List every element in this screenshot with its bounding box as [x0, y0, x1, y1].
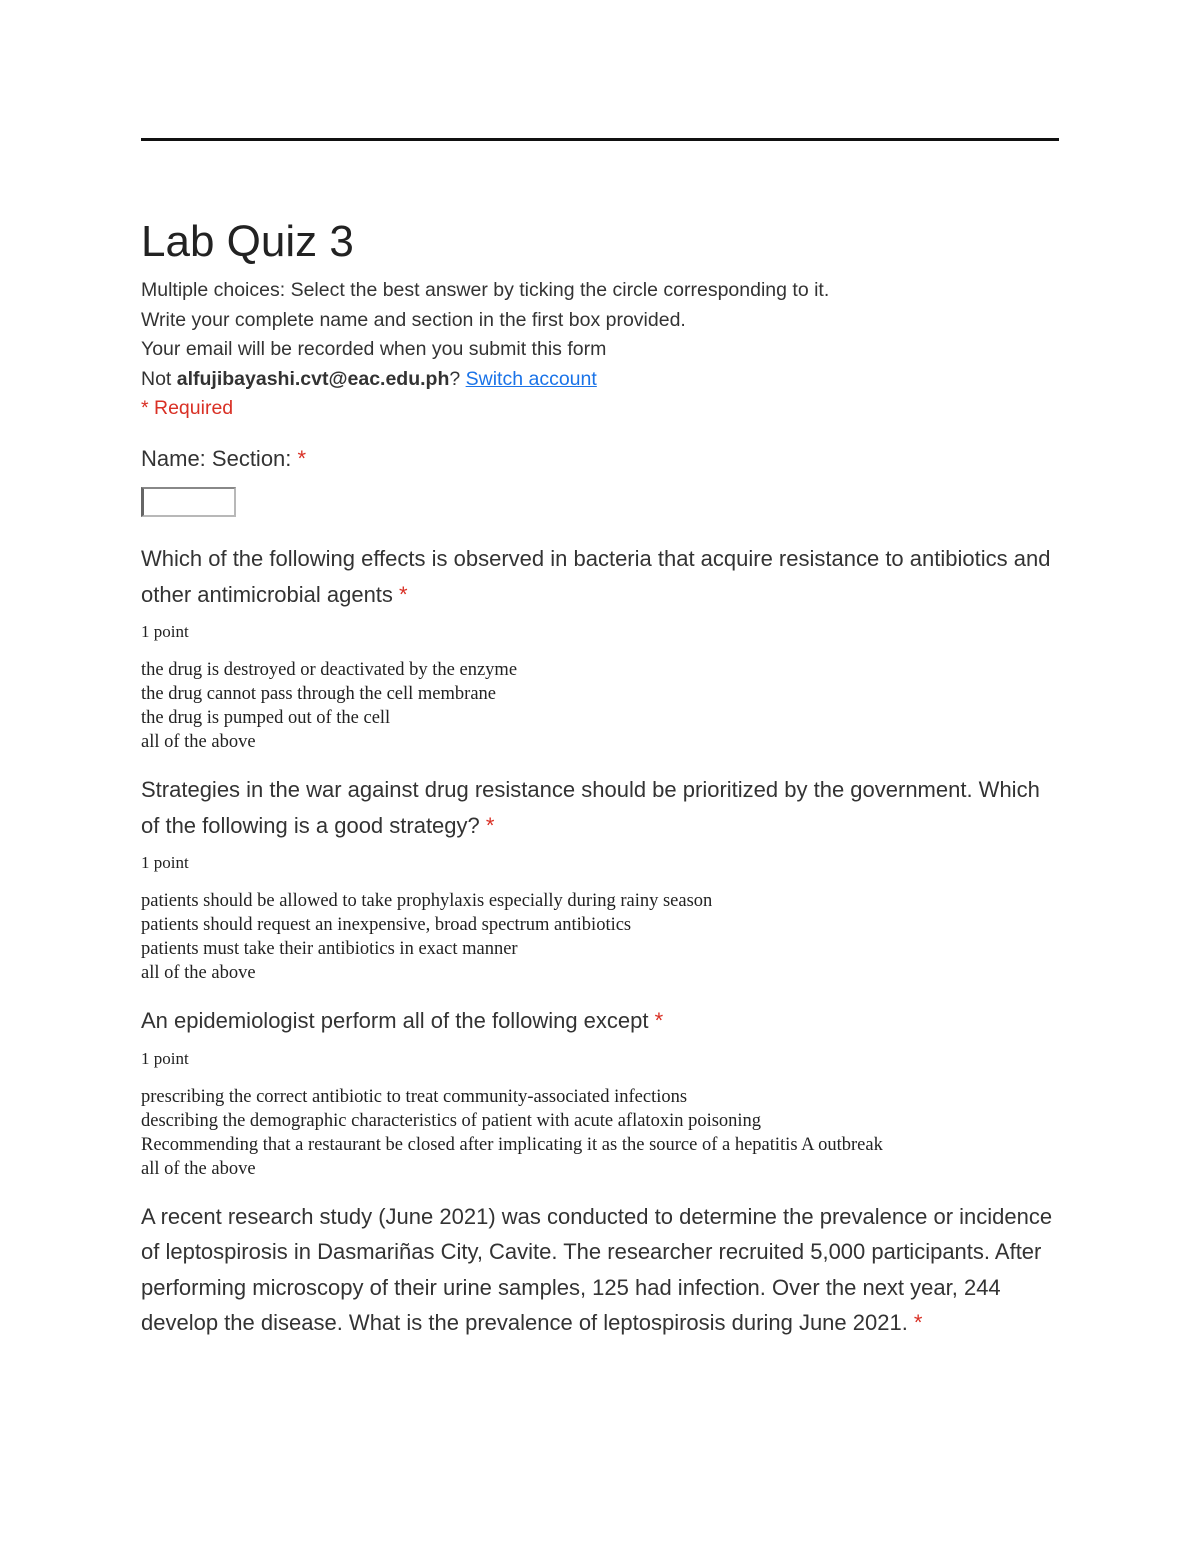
options-list	[141, 1085, 1059, 1181]
question-1	[141, 541, 1059, 754]
form-content	[141, 212, 1059, 1341]
option-item[interactable]: the drug is destroyed or deactivated by the enzyme	[141, 660, 518, 680]
option-item[interactable]: prescribing the correct antibiotic to treat community-associated infections	[141, 1086, 688, 1107]
required-mark: *	[297, 445, 307, 471]
question-4	[141, 1199, 1059, 1341]
account-line	[141, 365, 1059, 395]
question-2	[141, 772, 1059, 985]
question-title: Strategies in the war against drug resistance should be prioritized by the government. Which of the following is a good strategy? *	[141, 777, 1040, 838]
options-list	[141, 889, 1059, 985]
description-line: Multiple choices: Select the best answer by ticking the circle corresponding to it.	[141, 279, 830, 301]
name-section-label: Name: Section: *	[141, 445, 307, 471]
description-line: Your email will be recorded when you submit this form	[141, 338, 607, 360]
form-description	[141, 276, 1059, 365]
required-mark: *	[913, 1310, 923, 1335]
options-list	[141, 658, 1059, 754]
account-prefix: Not	[141, 367, 177, 390]
description-line: Write your complete name and section in the first box provided.	[141, 308, 686, 331]
option-item[interactable]: patients should request an inexpensive, broad spectrum antibiotics	[141, 915, 632, 935]
option-item[interactable]: the drug cannot pass through the cell membrane	[141, 684, 496, 704]
switch-account-link[interactable]: Switch account	[465, 367, 597, 390]
option-item[interactable]: patients must take their antibiotics in exact manner	[141, 939, 518, 959]
name-section-input[interactable]	[141, 487, 236, 517]
required-note: * Required	[141, 397, 234, 419]
question-title: Which of the following effects is observed in bacteria that acquire resistance to antibiotics and other antimicrobial agents *	[141, 546, 1051, 607]
question-title: An epidemiologist perform all of the following except *	[141, 1008, 664, 1033]
option-item[interactable]: patients should be allowed to take prophylaxis especially during rainy season	[141, 891, 713, 911]
option-item[interactable]: all of the above	[141, 1158, 256, 1179]
header-rule	[141, 138, 1059, 141]
form-title: Lab Quiz 3	[141, 217, 354, 266]
option-item[interactable]: Recommending that a restaurant be closed after implicating it as the source of a hepatitis A outbreak	[141, 1134, 883, 1155]
option-item[interactable]: the drug is pumped out of the cell	[141, 708, 391, 728]
question-points: 1 point	[141, 853, 189, 872]
required-mark: *	[399, 581, 408, 607]
required-mark: *	[654, 1008, 664, 1033]
option-item[interactable]: describing the demographic characteristics of patient with acute aflatoxin poisoning	[141, 1110, 762, 1131]
question-3	[141, 1003, 1059, 1181]
account-email: alfujibayashi.cvt@eac.edu.ph	[176, 367, 450, 390]
option-item[interactable]: all of the above	[141, 963, 256, 983]
question-points: 1 point	[141, 1048, 189, 1068]
name-input-wrapper	[141, 487, 1059, 523]
account-suffix: ?	[449, 367, 466, 390]
question-title: A recent research study (June 2021) was conducted to determine the prevalence or incidence of leptospirosis in Dasmariñas City, Cavite. The researcher recruited 5,000 participants. After performing microscopy of their urine samples, 125 had infection. Over the next year, 244 develop the disease. What is the prevalence of leptospirosis during June 2021. *	[141, 1203, 1053, 1335]
required-mark: *	[485, 812, 495, 838]
option-item[interactable]: all of the above	[141, 732, 256, 752]
question-points: 1 point	[141, 622, 189, 641]
